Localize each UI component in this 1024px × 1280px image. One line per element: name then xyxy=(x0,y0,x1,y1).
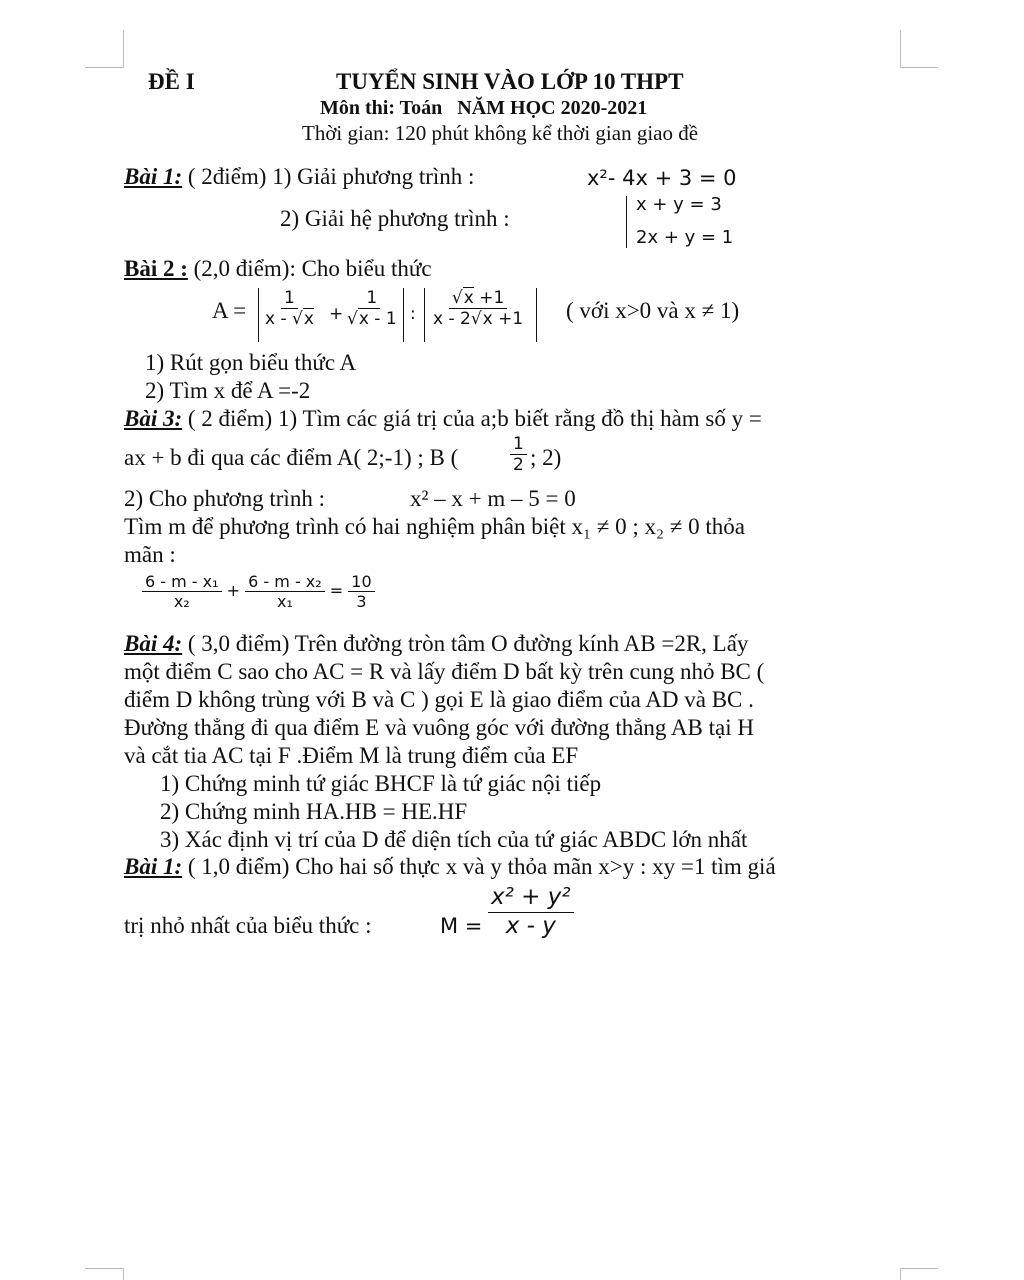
cond-frac3-den: 3 xyxy=(356,592,367,612)
bai4-line1 xyxy=(124,630,748,658)
cond-frac2-num: 6 - m - x₂ xyxy=(245,572,325,592)
frac2-den: √x - 1 xyxy=(347,309,397,330)
bai4-line5: và cắt tia AC tại F .Điểm M là trung điểm của EF xyxy=(124,743,579,768)
cond-plus: + xyxy=(226,581,241,601)
exam-title: TUYỂN SINH VÀO LỚP 10 THPT xyxy=(336,69,684,94)
bai2-line1 xyxy=(124,255,432,283)
m-den: x - y xyxy=(505,912,556,939)
bai1-equation: x²- 4x + 3 = 0 xyxy=(587,166,737,190)
bai1-text2: 2) Giải hệ phương trình : xyxy=(280,206,510,231)
paren-left-1 xyxy=(258,288,259,342)
bai3-label: Bài 3: xyxy=(124,406,183,431)
bai4-line3: điểm D không trùng với B và C ) gọi E là giao điểm của AD và BC . xyxy=(124,687,754,712)
bai3-text1: ( 2 điểm) 1) Tìm các giá trị của a;b biết rằng đồ thị hàm số y = xyxy=(187,406,762,431)
expr-A-label: A = xyxy=(212,298,247,323)
divide-sign: : xyxy=(410,304,416,324)
bai1-label: Bài 1: xyxy=(124,164,183,189)
bai5-line1 xyxy=(124,853,776,881)
cond-equals: = xyxy=(329,581,344,601)
condition-equation xyxy=(142,572,375,611)
cond-frac1-den: x₂ xyxy=(173,592,190,612)
bai4-text1: ( 3,0 điểm) Trên đường tròn tâm O đường kính AB =2R, Lấy xyxy=(187,631,749,656)
m-num: x² + y² xyxy=(488,884,574,913)
bai2-label: Bài 2 : xyxy=(124,256,188,281)
cond-frac1-num: 6 - m - x₁ xyxy=(142,572,222,592)
half-frac xyxy=(510,434,527,476)
frac3-num: √x +1 xyxy=(449,288,507,309)
cond-frac3-num: 10 xyxy=(348,572,374,592)
system-eq2: 2x + y = 1 xyxy=(636,227,734,248)
frac3 xyxy=(430,288,526,330)
half-num: 1 xyxy=(510,434,527,455)
exam-subject xyxy=(320,94,647,122)
paren-right-2 xyxy=(536,288,537,342)
system-brace xyxy=(626,196,627,248)
frac1-num: 1 xyxy=(281,288,298,309)
exam-time: Thời gian: 120 phút không kể thời gian giao đề xyxy=(302,121,699,145)
bai3-line2b: ; 2) xyxy=(530,445,562,470)
bai4-q1: 1) Chứng minh tứ giác BHCF là tứ giác nội tiếp xyxy=(160,771,602,796)
bai2-q1: 1) Rút gọn biểu thức A xyxy=(145,350,357,375)
cond-frac2-den: x₁ xyxy=(276,592,293,612)
bai4-line4: Đường thẳng đi qua điểm E và vuông góc với đường thẳng AB tại H xyxy=(124,715,754,740)
bai5-label: Bài 1: xyxy=(124,854,183,879)
subject-text: Môn thi: Toán xyxy=(320,97,443,119)
bai1-text1: ( 2điểm) 1) Giải phương trình : xyxy=(187,164,475,189)
paren-right-1 xyxy=(403,288,404,342)
frac1 xyxy=(262,288,317,330)
frac2-num: 1 xyxy=(363,288,380,309)
frac1-den: x - √x xyxy=(265,309,314,330)
bai3-line2a: ax + b đi qua các điểm A( 2;-1) ; B ( xyxy=(124,445,459,470)
bai2-q2: 2) Tìm x để A =-2 xyxy=(145,378,311,403)
bai4-q3: 3) Xác định vị trí của D để diện tích của tứ giác ABDC lớn nhất xyxy=(160,827,748,852)
frac3-den: x - 2√x +1 xyxy=(433,309,524,330)
condition: ( với x>0 và x ≠ 1) xyxy=(566,298,740,323)
paren-left-2 xyxy=(424,288,425,342)
expr-M-label: M = xyxy=(440,914,483,938)
expr-M-frac xyxy=(488,884,574,940)
bai3-line3a: 2) Cho phương trình : xyxy=(124,486,325,511)
bai4-line2: một điểm C sao cho AC = R và lấy điểm D bất kỳ trên cung nhỏ BC ( xyxy=(124,659,765,684)
bai5-text1: ( 1,0 điểm) Cho hai số thực x và y thỏa mãn x>y : xy =1 tìm giá xyxy=(187,854,776,879)
bai4-label: Bài 4: xyxy=(124,631,183,656)
bai1-line1 xyxy=(124,163,474,191)
bai2-text: (2,0 điểm): Cho biểu thức xyxy=(193,256,432,281)
school-year: NĂM HỌC 2020-2021 xyxy=(457,97,648,119)
system-eq1: x + y = 3 xyxy=(636,194,722,215)
frac2 xyxy=(344,288,400,330)
bai4-q2: 2) Chứng minh HA.HB = HE.HF xyxy=(160,799,468,824)
bai5-line2: trị nhỏ nhất của biểu thức : xyxy=(124,913,372,938)
plus-sign: + xyxy=(329,304,344,324)
exam-code: ĐỀ I xyxy=(148,69,195,94)
half-den: 2 xyxy=(513,455,524,476)
bai3-line5: mãn : xyxy=(124,542,176,567)
bai3-line1 xyxy=(124,405,762,433)
bai3-equation: x² – x + m – 5 = 0 xyxy=(410,486,576,511)
bai3-line4: Tìm m để phương trình có hai nghiệm phân biệt x₁ ≠ 0 ; x₂ ≠ 0 thỏa xyxy=(124,514,746,539)
